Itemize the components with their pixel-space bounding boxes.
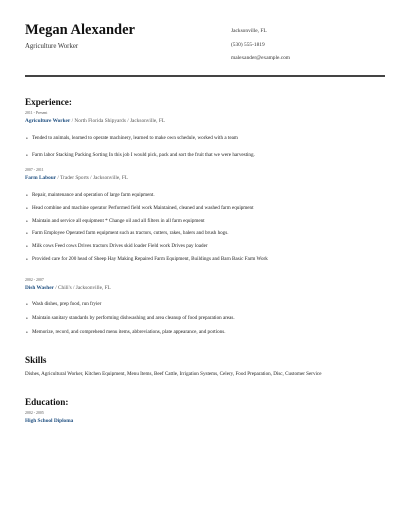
bullet-icon: • — [26, 218, 28, 225]
experience-heading: Experience: — [25, 97, 72, 107]
list-item-text: Farm labor Stacking Packing Sorting In this job I would pick, pack and sort the fruit that we were harvesting. — [32, 151, 255, 158]
skills-heading: Skills — [25, 355, 47, 365]
list-item-text: Milk cows Feed cows Drives tractors Drives skid loader Field work Drives pay loader — [32, 243, 208, 250]
bullet-icon: • — [26, 193, 28, 199]
bullet-icon: • — [26, 205, 28, 212]
list-item-text: Maintain sanitary standards by performing dishwashing and area cleanup of food preparation areas. — [32, 314, 235, 321]
resume-header — [25, 22, 385, 72]
list-item — [25, 218, 385, 231]
list-item — [25, 230, 385, 243]
list-item-text: Head combine and machine operator Performed field work Maintained, cleaned and washed farm equipment — [32, 204, 254, 211]
bullet-icon: • — [26, 302, 28, 308]
bullet-icon: • — [26, 152, 28, 159]
job-bullets — [25, 135, 385, 165]
job-title-line — [25, 175, 385, 184]
job-title-line — [25, 118, 385, 127]
job-entry — [25, 168, 385, 184]
list-item-text: Wash dishes, prep food, run fryier — [32, 301, 102, 307]
education-heading: Education: — [25, 397, 69, 407]
list-item — [25, 256, 385, 269]
bullet-icon: • — [26, 329, 28, 336]
list-item-text: Repair, maintenance and operation of large farm equipment. — [32, 192, 155, 198]
job-dates: 2011 - Present — [25, 111, 48, 115]
bullet-icon: • — [26, 136, 28, 142]
list-item-text: Memorize, record, and comprehend menu items, abbreviations, plate appearance, and portions. — [32, 328, 226, 335]
job-title-line — [25, 285, 385, 294]
education-degree: High School Diploma — [25, 418, 74, 424]
header-divider — [25, 75, 385, 77]
job-entry — [25, 111, 385, 127]
list-item — [25, 152, 385, 165]
contact-email: malexander@example.com — [231, 55, 290, 61]
list-item — [25, 205, 385, 218]
job-company: / Trader Sports / Jacksonville, FL — [56, 174, 128, 181]
job-bullets — [25, 301, 385, 341]
list-item-text: Maintain and service all equipment * Change oil and all filters in all farm equipment — [32, 217, 205, 224]
job-bullets — [25, 192, 385, 269]
job-title: Agriculture Worker — [25, 117, 71, 124]
contact-block — [231, 28, 290, 69]
job-company: / Chili's / Jacksonville, FL — [53, 284, 111, 291]
list-item — [25, 192, 385, 205]
list-item — [25, 243, 385, 256]
list-item — [25, 315, 385, 328]
contact-location: Jacksonville, FL — [231, 28, 267, 34]
bullet-icon: • — [26, 244, 28, 251]
job-title: Dish Washer — [25, 284, 54, 291]
bullet-icon: • — [26, 256, 28, 263]
job-title: Farm Labour — [25, 174, 57, 181]
bullet-icon: • — [26, 315, 28, 322]
list-item — [25, 301, 385, 314]
job-entry — [25, 278, 385, 294]
list-item-text: Farm Employee Operated farm equipment such as tractors, cutters, rakes, balers and brush hogs. — [32, 230, 229, 237]
job-dates: 2002 - 2007 — [25, 278, 44, 282]
candidate-name: Megan Alexander — [25, 22, 135, 38]
list-item-text: Provided care for 200 head of Sheep Hay Making Repaired Farm Equipment, Buildings and Barn Basic Farm Work — [32, 255, 268, 262]
skills-list: Dishes, Agricultural Worker, Kitchen Equipment, Menu Items, Beef Cattle, Irrigation Systems, Celery, Food Preparation, Disc, Customer Service — [25, 371, 322, 377]
list-item — [25, 135, 385, 148]
contact-phone: (530) 555-1819 — [231, 41, 265, 48]
job-dates: 2007 - 2011 — [25, 168, 44, 172]
bullet-icon: • — [26, 231, 28, 238]
list-item-text: Tended to animals, learned to operate machinery, learned to make own schedule, worked with a team — [32, 135, 238, 141]
list-item — [25, 329, 385, 342]
job-company: / North Florida Shipyards / Jacksonville, FL — [70, 117, 166, 124]
education-dates: 2002 - 2005 — [25, 411, 44, 415]
candidate-role: Agriculture Worker — [25, 43, 79, 50]
